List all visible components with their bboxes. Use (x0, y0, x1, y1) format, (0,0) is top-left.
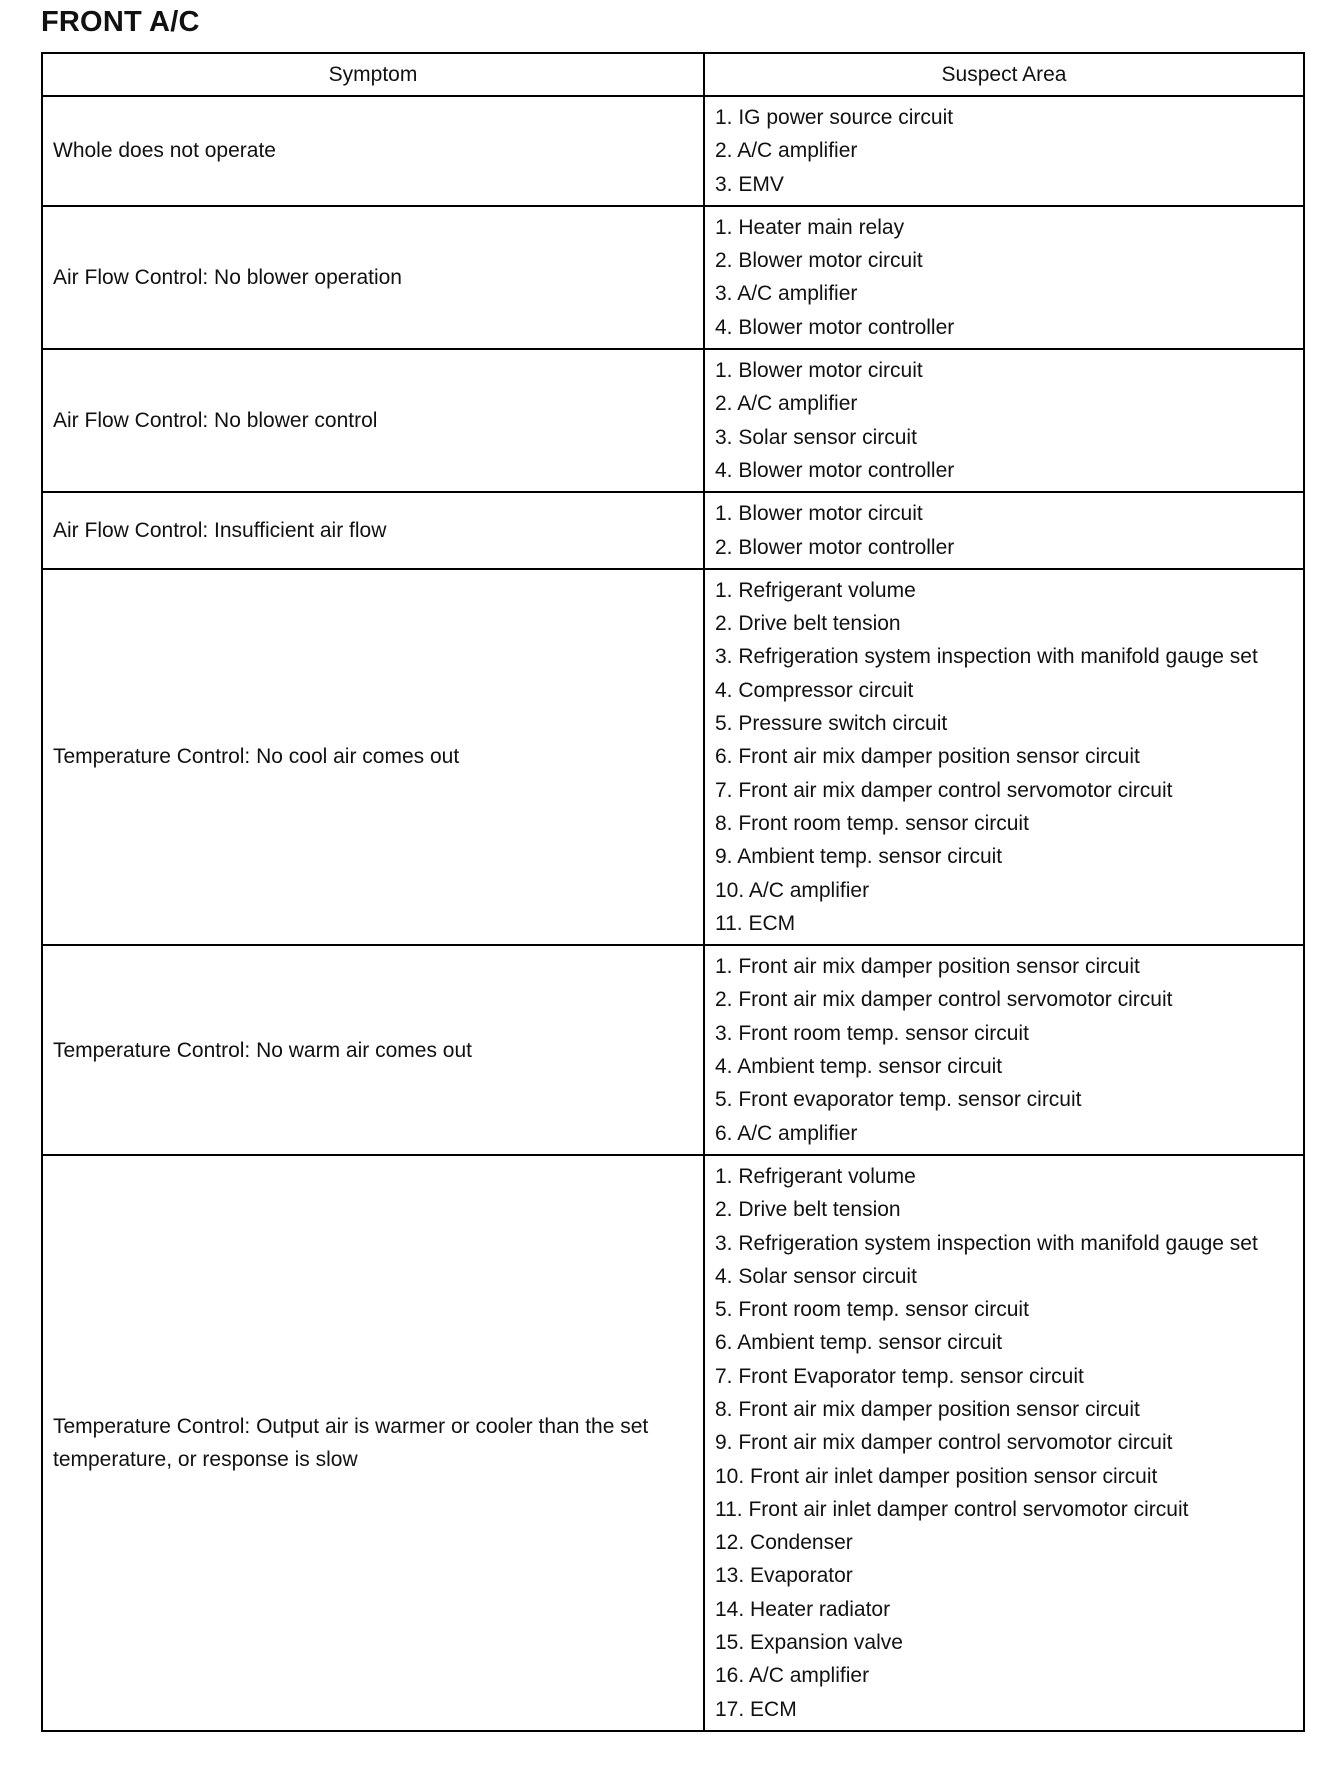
suspect-area-item: 4. Compressor circuit (715, 678, 914, 702)
symptom-cell: Temperature Control: Output air is warmer or cooler than the set temperature, or response is slow (42, 1155, 704, 1731)
suspect-area-item: 1. Heater main relay (715, 215, 905, 239)
suspect-area-item: 1. Refrigerant volume (715, 578, 916, 602)
table-body (42, 96, 1304, 1731)
suspect-area-cell (704, 96, 1304, 206)
suspect-area-item: 10. A/C amplifier (715, 878, 870, 902)
suspect-area-cell (704, 206, 1304, 349)
symptom-cell: Temperature Control: No cool air comes out (42, 569, 704, 945)
suspect-area-item: 6. A/C amplifier (715, 1121, 858, 1145)
suspect-area-item: 5. Front evaporator temp. sensor circuit (715, 1088, 1082, 1112)
suspect-area-item: 17. ECM (715, 1697, 797, 1721)
table-row (42, 945, 1304, 1155)
suspect-area-item: 5. Pressure switch circuit (715, 712, 948, 736)
table-header-row (42, 53, 1304, 96)
suspect-area-item: 1. Refrigerant volume (715, 1164, 916, 1188)
suspect-area-item: 8. Front room temp. sensor circuit (715, 811, 1029, 835)
symptom-cell: Air Flow Control: No blower operation (42, 206, 704, 349)
suspect-area-item: 11. Front air inlet damper control servomotor circuit (715, 1497, 1189, 1521)
suspect-area-item: 9. Ambient temp. sensor circuit (715, 845, 1003, 869)
suspect-area-cell (704, 945, 1304, 1155)
suspect-area-item: 11. ECM (715, 911, 796, 935)
suspect-area-item: 12. Condenser (715, 1531, 853, 1555)
symptom-cell: Temperature Control: No warm air comes out (42, 945, 704, 1155)
suspect-area-item: 16. A/C amplifier (715, 1664, 870, 1688)
suspect-area-item: 3. Front room temp. sensor circuit (715, 1021, 1029, 1045)
table-row (42, 1155, 1304, 1731)
suspect-area-item: 1. Blower motor circuit (715, 502, 923, 526)
suspect-area-column-header: Suspect Area (704, 53, 1304, 96)
suspect-area-item: 15. Expansion valve (715, 1631, 903, 1655)
suspect-area-item: 2. A/C amplifier (715, 139, 858, 163)
suspect-area-item: 2. Front air mix damper control servomotor circuit (715, 988, 1173, 1012)
table-row (42, 96, 1304, 206)
suspect-area-item: 2. A/C amplifier (715, 392, 858, 416)
suspect-area-item: 4. Blower motor controller (715, 315, 955, 339)
suspect-area-item: 7. Front air mix damper control servomotor circuit (715, 778, 1173, 802)
suspect-area-item: 13. Evaporator (715, 1564, 853, 1588)
symptom-column-header: Symptom (42, 53, 704, 96)
suspect-area-item: 1. Blower motor circuit (715, 359, 923, 383)
suspect-area-item: 3. Refrigeration system inspection with manifold gauge set (715, 645, 1258, 669)
suspect-area-item: 4. Solar sensor circuit (715, 1264, 917, 1288)
symptom-cell: Whole does not operate (42, 96, 704, 206)
table-row (42, 349, 1304, 492)
suspect-area-item: 4. Blower motor controller (715, 458, 955, 482)
suspect-area-cell (704, 492, 1304, 569)
table-row (42, 206, 1304, 349)
suspect-area-item: 14. Heater radiator (715, 1597, 891, 1621)
suspect-area-item: 3. Solar sensor circuit (715, 425, 917, 449)
suspect-area-item: 4. Ambient temp. sensor circuit (715, 1055, 1003, 1079)
suspect-area-cell (704, 349, 1304, 492)
suspect-area-cell (704, 1155, 1304, 1731)
suspect-area-item: 2. Drive belt tension (715, 1198, 901, 1222)
table-row (42, 569, 1304, 945)
symptom-cell: Air Flow Control: No blower control (42, 349, 704, 492)
suspect-area-item: 10. Front air inlet damper position sensor circuit (715, 1464, 1158, 1488)
page-title: FRONT A/C (41, 6, 200, 38)
suspect-area-item: 5. Front room temp. sensor circuit (715, 1298, 1029, 1322)
symptom-cell: Air Flow Control: Insufficient air flow (42, 492, 704, 569)
suspect-area-cell (704, 569, 1304, 945)
suspect-area-item: 2. Blower motor controller (715, 535, 955, 559)
suspect-area-item: 3. EMV (715, 172, 784, 196)
suspect-area-item: 1. IG power source circuit (715, 106, 954, 129)
suspect-area-item: 9. Front air mix damper control servomotor circuit (715, 1431, 1173, 1455)
suspect-area-item: 7. Front Evaporator temp. sensor circuit (715, 1364, 1084, 1388)
suspect-area-item: 2. Drive belt tension (715, 612, 901, 636)
suspect-area-item: 3. A/C amplifier (715, 282, 858, 306)
suspect-area-item: 8. Front air mix damper position sensor circuit (715, 1397, 1140, 1421)
suspect-area-item: 6. Ambient temp. sensor circuit (715, 1331, 1003, 1355)
suspect-area-item: 3. Refrigeration system inspection with manifold gauge set (715, 1231, 1258, 1255)
suspect-area-item: 1. Front air mix damper position sensor circuit (715, 955, 1140, 979)
table-row (42, 492, 1304, 569)
suspect-area-item: 6. Front air mix damper position sensor circuit (715, 745, 1140, 769)
symptom-table (41, 52, 1305, 1732)
suspect-area-item: 2. Blower motor circuit (715, 249, 923, 273)
